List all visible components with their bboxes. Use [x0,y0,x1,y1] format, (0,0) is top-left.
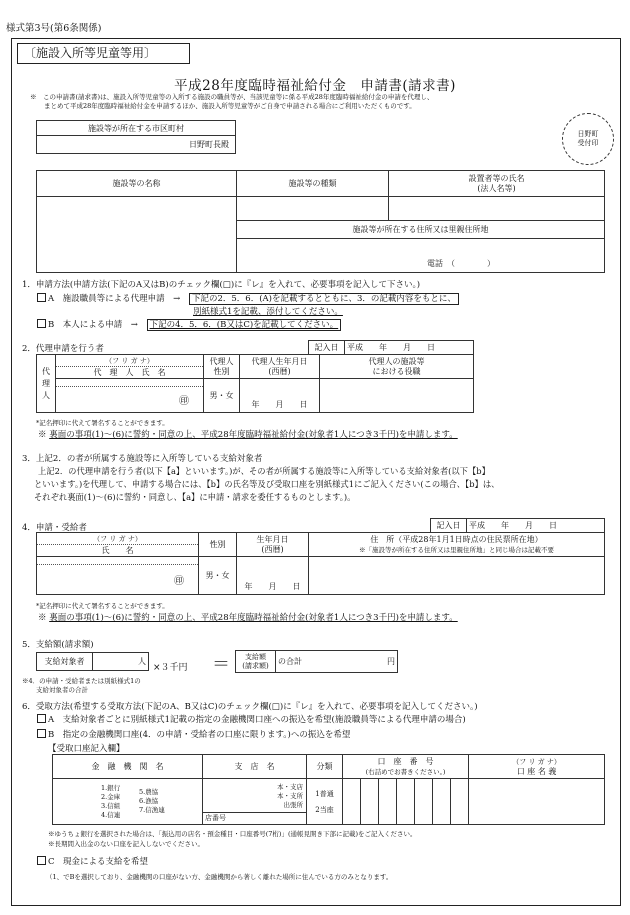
account-table [52,754,605,825]
bank-types-col-1 [101,784,120,820]
reception-stamp-line-2: 受付印 [577,139,599,147]
bank-type-shinkin: 2.金庫 [101,793,121,801]
receipt-a-label: A 支給対象者ごとに別紙様式1記載の指定の金融機関口座への振込を希望(施設職員等による代理申請の場合) [48,715,466,725]
option-a-text-1: 下記の2．5．6．(A)を記載するとともに、3．の記載内容をもとに、 [189,293,459,305]
recipients-label: 支給対象者 [37,653,93,671]
agent-furigana-header: （フ リ ガ ナ） [56,355,204,367]
applicant-dob-header-2: (西暦) [261,544,284,554]
applicant-table [36,532,605,595]
section2-date-value[interactable]: 平成 年 月 日 [345,341,474,355]
amount-table [235,650,398,673]
account-number-header [343,755,469,779]
bank-field[interactable] [53,779,203,825]
class-option-toza[interactable]: 2当座 [315,805,334,814]
agent-role-header-1: 代理人の施設等 [368,356,425,366]
account-digit-1[interactable] [343,779,361,825]
applicant-name-header: 氏 名 [37,545,199,557]
section1-heading: 1．申請方法(申請方法(下記のA又はB)のチェック欄(□)に『レ』を入れて、必要事項を記入して下さい。) [22,280,421,290]
applicant-dob-header-1: 生年月日 [256,534,289,544]
agent-table [36,354,474,413]
applicant-address-field[interactable] [309,557,605,595]
option-b-text: 下記の4．5．6．(B又はC)を記載してください。 [147,319,342,331]
holder-field[interactable] [469,779,605,825]
branch-field[interactable] [203,779,307,825]
account-digit-4[interactable] [397,779,415,825]
agent-dob-header-1: 代理人生年月日 [251,356,308,366]
facility-address-field[interactable] [237,239,605,273]
amount-field[interactable] [276,651,398,673]
applicant-dob-header [237,533,309,557]
agent-gender-field[interactable]: 男・女 [204,379,240,413]
bank-type-shingyoren: 7.信漁連 [139,806,165,814]
bank-type-nokyo: 5.農協 [139,788,159,796]
agent-name-field[interactable] [56,387,204,413]
account-number-header-1: 口 座 番 号 [377,756,434,766]
facility-table [36,170,605,273]
holder-name-header: 口 座 名 義 [516,766,557,776]
phone-label: 電話 （ ） [427,259,495,268]
agent-name-header: 代 理 人 氏 名 [56,367,204,379]
section6-note-2: ※長期間入出金のない口座を記入しないでください。 [48,840,204,848]
account-number-header-2: (右詰めでお書きください。) [365,767,446,776]
section5-heading: 5．支給額(請求額) [22,640,94,650]
receipt-b-label: B 指定の金融機関口座(4．の申請・受給者の口座に限ります。)への振込を希望 [48,730,351,740]
option-b-checkbox[interactable] [37,319,46,328]
intro-line-1: ※ この申請書(請求書)は、施設入所等児童等の入所する施設の職員等が、当該児童等に係る平成28年度臨時福祉給付金の申請を代理し、 [30,93,434,101]
branch-type-honshisho: 本・支所 [277,792,303,800]
applicant-seal: ㊞ [174,576,184,587]
applicant-address-header-2: ※「施設等が所在する住所又は里親住所地」と同じ場合は記載不要 [359,545,554,554]
section4-date-table [430,518,605,533]
bank-types-col-2 [139,788,165,815]
agent-dob-header-2: (西暦) [268,366,291,376]
founder-header-line-1: 設置者等の氏名 [468,173,525,183]
facility-founder-header [389,171,605,197]
section6-note-1: ※ゆうちょ銀行を選択された場合は、「振込用の店名・預金種目・口座番号(7桁)」(通帳見開き下部に記載)をご記入ください。 [48,830,417,838]
branch-number-field[interactable] [203,812,306,824]
agent-gender-header-2: 性別 [213,366,230,376]
agent-gender-header-1: 代理人 [209,356,234,366]
holder-header [469,755,605,779]
facility-name-field[interactable] [37,197,237,273]
account-digit-7[interactable] [451,779,469,825]
facility-name-header: 施設等の名称 [37,171,237,197]
agent-role-header-2: における役職 [372,366,421,376]
equals-sign: ＝ [212,654,230,675]
recipients-field[interactable] [93,653,149,671]
recipients-count-table [36,652,149,671]
reception-stamp [562,113,614,165]
branch-type-shuchojo: 出張所 [283,801,303,809]
section3-line-1: 上記2．の代理申請を行う者(以下【a】といいます。)が、その者が所属する施設等に入所等している支給対象者(以下【b】 [38,466,490,476]
agent-seal: ㊞ [179,396,189,407]
section2-note-2 [38,428,458,440]
section2-note-2-text: 裏面の事項(1)～(6)に誓約・同意の上、平成28年度臨時福祉給付金(対象者1人につき3千円)を申請します。 [49,430,458,440]
applicant-dob-field[interactable]: 年 月 日 [237,557,309,595]
section3-line-2: といいます。)を代理して、申請する場合には、【b】の氏名等及び受取口座を別紙様式1にご記入ください(この場合、【b】は、 [34,479,500,489]
section4-note-2 [38,611,458,623]
amount-label-1: 支給額 [245,652,266,661]
form-type-label: 〔施設入所等児童等用〕 [17,43,190,64]
section6-option-c[interactable] [37,855,148,867]
agent-furigana-field[interactable] [56,379,204,387]
municipality-header: 施設等が所在する市区町村 [37,121,236,136]
section3-line-3: それぞれ裏面(1)～(6)に誓約・同意し、【a】に申請・請求を委任するものとします。)。 [34,492,356,502]
receipt-c-checkbox[interactable] [37,856,46,865]
agent-dob-header [240,355,320,379]
section5-note-1: ※4．の申請・受給者または別紙様式1の [22,677,141,685]
section6-option-c-note: （1、でBを選択しており、金融機関の口座がない方、金融機関から著しく離れた場所に住んでいる方のみとなります。 [46,873,393,881]
section4-note-1: *記名押印に代えて署名することができます。 [36,602,169,610]
yen-unit: 円 [387,657,395,666]
option-a-text-2 [193,305,343,317]
account-digit-2[interactable] [361,779,379,825]
facility-type-field[interactable] [237,197,389,221]
agent-side-label [37,355,56,413]
bank-type-bank: 1.銀行 [101,784,121,792]
facility-founder-field[interactable] [389,197,605,221]
section6-option-a[interactable] [37,713,466,725]
applicant-name-field[interactable] [37,565,199,595]
applicant-furigana-header: （フ リ ガ ナ） [37,533,199,545]
agent-role-header [320,355,474,379]
applicant-gender-header: 性別 [199,533,237,557]
section4-date-value[interactable]: 平成 年 月 日 [467,519,605,533]
option-a-label: A 施設職員等による代理申請 → [48,294,181,304]
total-label: の合計 [278,657,302,666]
account-digit-3[interactable] [379,779,397,825]
form-number: 様式第3号(第6条関係) [6,23,102,34]
branch-types [277,783,303,810]
branch-number-label: 店番号 [205,814,226,822]
section3-heading: 3．上記2．の者が所属する施設等に入所等している支給対象者 [22,454,263,464]
receipt-b-checkbox[interactable] [37,729,46,738]
section2-heading: 2．代理申請を行う者 [22,344,104,354]
section4-heading: 4．申請・受給者 [22,523,87,533]
option-a-text-2-label: 別紙様式1を記載、添付してください。 [193,307,343,317]
applicant-address-header [309,533,605,557]
facility-address-header: 施設等が所在する住所又は里親住所地 [237,221,605,239]
branch-header: 支 店 名 [203,755,307,779]
section5-note-2: 支給対象者の合計 [36,686,88,694]
reception-stamp-line-1: 日野町 [577,130,599,138]
municipality-addressee: 日野町長殿 [37,136,236,154]
bank-type-gyokyo: 6.漁協 [139,797,159,805]
branch-type-honshiten: 本・支店 [277,783,303,791]
agent-role-field[interactable] [320,379,474,413]
receipt-a-checkbox[interactable] [37,714,46,723]
intro-line-2: まとめて平成28年度臨時福祉給付金を申請するほか、施設入所等児童等がご自身で申請される場合にご利用いただくものです。 [44,102,416,110]
bank-type-shinren: 4.信連 [101,811,121,819]
class-option-futsu[interactable]: 1普通 [315,789,334,798]
agent-gender-header [204,355,240,379]
account-section-label: 【受取口座記入欄】 [48,744,125,754]
applicant-gender-field[interactable]: 男・女 [199,557,237,595]
option-a-checkbox[interactable] [37,293,46,302]
section4-note-2-prefix: ※ [38,613,47,623]
section4-note-2-text: 裏面の事項(1)～(6)に誓約・同意の上、平成28年度臨時福祉給付金(対象者1人につき3千円)を申請します。 [49,613,458,623]
bank-type-shinkumi: 3.信組 [101,802,121,810]
amount-label [236,651,276,673]
facility-type-header: 施設等の種類 [237,171,389,197]
applicant-furigana-field[interactable] [37,557,199,565]
class-header: 分類 [307,755,343,779]
section6-heading: 6．受取方法(希望する受取方法(下記のA、B又はC)のチェック欄(□)に『レ』を入れて、必要事項を記入してください。) [22,702,478,712]
agent-dob-field[interactable]: 年 月 日 [240,379,320,413]
section4-date-label: 記入日 [431,519,467,533]
persons-unit: 人 [138,657,146,666]
receipt-c-label: C 現金による支給を希望 [48,857,149,867]
section2-note-2-prefix: ※ [38,430,47,440]
bank-header: 金 融 機 関 名 [53,755,203,779]
section2-note-1: *記名押印に代えて署名することができます。 [36,419,169,427]
multiplier: ×３千円 [153,663,188,673]
agent-side-text: 代理人 [42,366,50,400]
section2-date-label: 記入日 [309,341,345,355]
municipality-table [36,120,236,154]
applicant-address-header-1: 住 所（平成28年1月1日時点の住民票所在地） [370,534,543,544]
account-digit-6[interactable] [433,779,451,825]
account-class-field[interactable] [307,779,343,825]
section6-option-b[interactable] [37,728,350,740]
form-title: 平成28年度臨時福祉給付金 申請書(請求書) [174,78,456,94]
account-digit-5[interactable] [415,779,433,825]
section1-option-b[interactable] [37,318,341,330]
option-b-label: B 本人による申請 → [48,320,138,330]
section2-date-table [308,340,474,355]
amount-label-2: (請求額) [242,661,269,670]
founder-header-line-2: (法人名等) [477,183,516,193]
holder-furigana-header: （フ リ ガ ナ） [512,757,561,766]
section1-option-a[interactable] [37,292,459,304]
